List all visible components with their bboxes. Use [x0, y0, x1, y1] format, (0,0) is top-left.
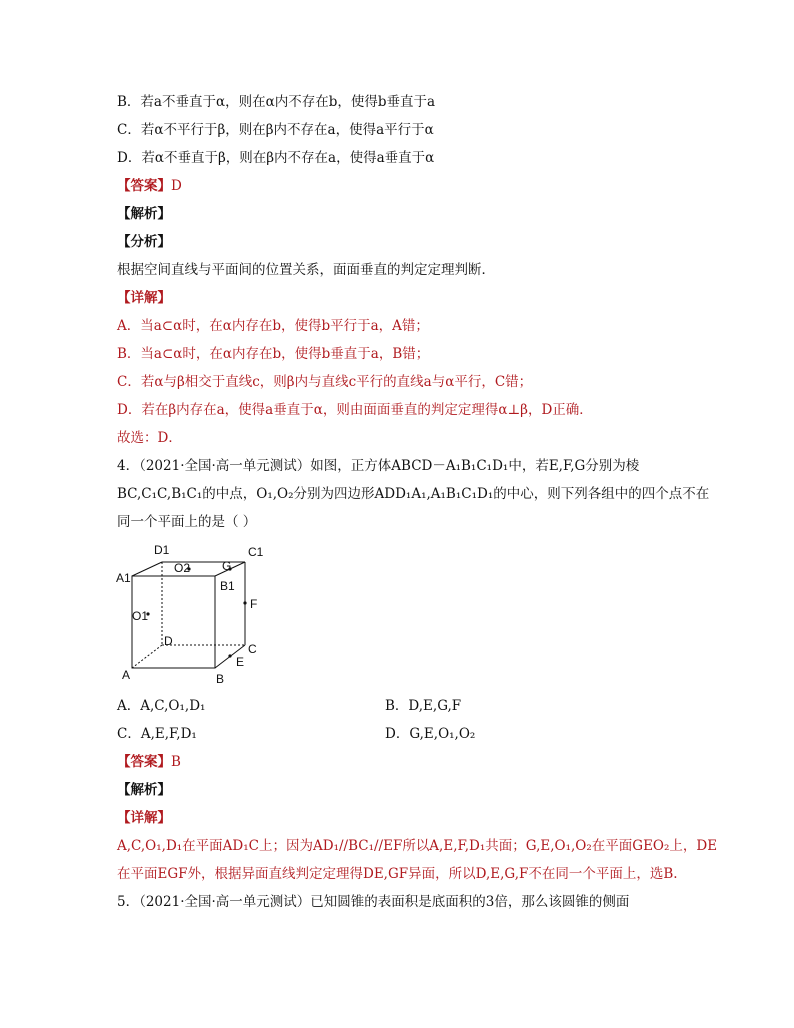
answer-value: B	[171, 754, 181, 770]
label-c1: C1	[248, 545, 264, 559]
label-e: E	[236, 655, 245, 669]
q3-option-d: D．若α不垂直于β，则在β内不存在a，使得a垂直于α	[117, 150, 435, 166]
q3-fenxi-text: 根据空间直线与平面间的位置关系，面面垂直的判定定理判断．	[117, 262, 495, 278]
label-d: D	[164, 634, 173, 648]
q4-xiangjie-tag: 【详解】	[117, 810, 171, 826]
q4-option-d: D．G,E,O₁,O₂	[385, 726, 476, 742]
label-c: C	[248, 642, 257, 656]
q3-option-b: B．若a不垂直于α，则在α内不存在b，使得b垂直于a	[117, 94, 436, 110]
answer-tag: 【答案】	[117, 754, 171, 770]
label-b1: B1	[220, 579, 235, 593]
q3-xiangjie-tag: 【详解】	[117, 290, 171, 306]
q4-stem-line3: 同一个平面上的是（ ）	[117, 514, 257, 530]
label-b: B	[216, 672, 225, 686]
label-f: F	[250, 597, 258, 611]
answer-tag: 【答案】	[117, 178, 171, 194]
q3-detail-c: C．若α与β相交于直线c，则β内与直线c平行的直线a与α平行，C错；	[117, 374, 533, 390]
q3-detail-d: D．若在β内存在a，使得a垂直于α，则由面面垂直的判定定理得α⊥β，D正确．	[117, 402, 593, 418]
label-o1: O1	[132, 609, 149, 623]
q4-option-b: B．D,E,G,F	[385, 698, 462, 714]
label-d1: D1	[154, 543, 170, 557]
label-a1: A1	[116, 571, 131, 585]
q3-answer-line	[117, 177, 182, 195]
q3-conclusion: 故选：D．	[117, 430, 182, 446]
label-a: A	[122, 668, 131, 682]
answer-value: D	[171, 178, 182, 194]
q4-jiexi-tag: 【解析】	[117, 782, 171, 798]
q4-stem-line1: 4．（2021·全国·高一单元测试）如图，正方体ABCD－A₁B₁C₁D₁中，若E,F,G分别为棱	[117, 458, 640, 474]
q5-stem-line1: 5．（2021·全国·高一单元测试）已知圆锥的表面积是底面积的3倍，那么该圆锥的侧面	[117, 894, 630, 910]
q3-detail-b: B．当a⊂α时，在α内存在b，使得b垂直于a，B错；	[117, 346, 430, 362]
q3-detail-a: A．当a⊂α时，在α内存在b，使得b平行于a，A错；	[117, 318, 429, 334]
cube-figure	[112, 542, 282, 687]
q3-option-c: C．若α不平行于β，则在β内不存在a，使得a平行于α	[117, 122, 434, 138]
label-o2: O2	[174, 561, 191, 575]
q4-answer-line	[117, 753, 181, 771]
q3-fenxi-tag: 【分析】	[117, 234, 171, 250]
q4-detail-line1: A,C,O₁,D₁在平面AD₁C上；因为AD₁//BC₁//EF所以A,E,F,D₁共面；G,E,O₁,O₂在平面GEO₂上，DE	[117, 838, 718, 854]
label-g: G	[222, 559, 232, 573]
q3-jiexi-tag: 【解析】	[117, 206, 171, 222]
q4-option-a: A．A,C,O₁,D₁	[117, 698, 206, 714]
q4-stem-line2: BC,C₁C,B₁C₁的中点，O₁,O₂分别为四边形ADD₁A₁,A₁B₁C₁D₁的中心，则下列各组中的四个点不在	[117, 486, 710, 502]
q4-option-c: C．A,E,F,D₁	[117, 726, 197, 742]
q4-detail-line2: 在平面EGF外，根据异面直线判定定理得DE,GF异面，所以D,E,G,F不在同一个平面上，选B.	[117, 866, 678, 882]
